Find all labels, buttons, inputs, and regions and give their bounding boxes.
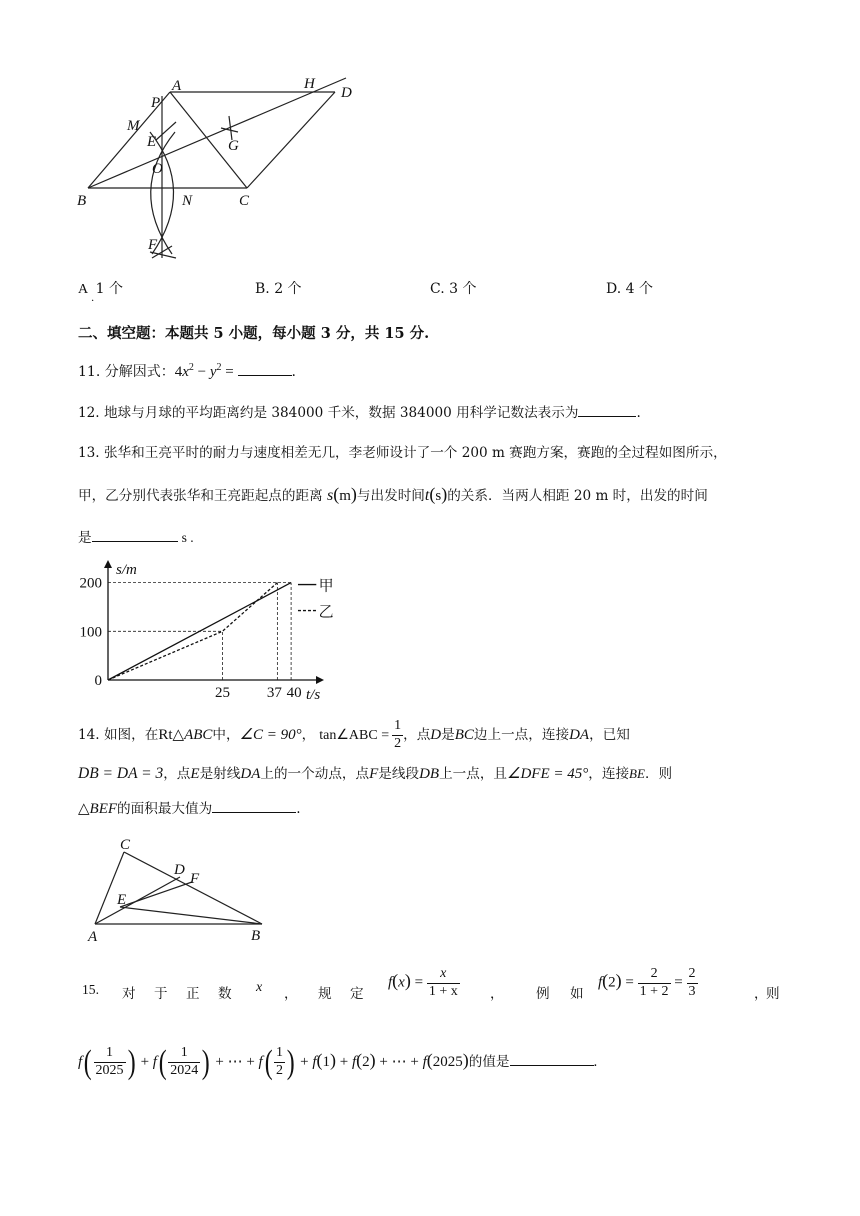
y-axis-label: s/m	[116, 562, 137, 578]
q14-l2-g: ．则	[644, 766, 673, 782]
x-tick-label-25: 25	[214, 685, 230, 701]
q14-fraction	[392, 718, 403, 753]
q15-def: f(x) = $\frac{x}{1 + x}$	[388, 966, 458, 999]
q14-l2-c: 上的一个动点，点	[260, 766, 370, 782]
option-c: C. 3 个	[430, 281, 477, 297]
q13-line3-b: s .	[181, 530, 194, 545]
q14-line3	[78, 797, 301, 818]
q15-dots-2: + ⋯ +	[379, 1054, 419, 1070]
q11-eq: =	[221, 364, 238, 380]
q14-l1-d: ，点	[403, 727, 431, 743]
q13-sec: s	[435, 488, 442, 504]
q11-exp2: 2	[216, 362, 222, 373]
q14-be: BE	[629, 766, 645, 781]
q14-triangle-symbol: △	[172, 727, 185, 743]
q11-end: .	[291, 364, 296, 380]
q15-tail: 的值是	[468, 1054, 510, 1070]
q14-l1-a: 14. 如图，在	[78, 727, 159, 743]
q14-d: D	[430, 727, 442, 743]
q15-eq-1: =	[414, 974, 424, 991]
q15-frac-2-den: 1 + 2	[639, 983, 669, 999]
q15-dots-1: + ⋯ +	[215, 1054, 255, 1070]
q15-frac-x-num: x	[427, 966, 460, 984]
q14-eq: DB = DA = 3	[78, 765, 164, 782]
q14-l2-a: ，点	[163, 766, 191, 782]
q14-l2-f: ，连接	[588, 766, 630, 782]
q13-distance-time-chart	[74, 552, 334, 703]
q14-da2: DA	[240, 766, 261, 782]
x-axis-arrow	[316, 676, 324, 684]
q15-term2-frac	[168, 1045, 200, 1080]
option-d: D. 4 个	[606, 281, 653, 297]
q13-line3	[78, 526, 194, 546]
q15-w1: 对	[122, 986, 136, 1002]
q13-blank[interactable]	[92, 541, 178, 542]
q15-x: x	[256, 980, 263, 995]
legend-label-1: 乙	[318, 604, 334, 621]
q14-rt: Rt	[158, 727, 173, 743]
q15-term3-den: 2	[276, 1063, 284, 1079]
q14-abc: ABC	[184, 727, 213, 743]
q12-blank[interactable]	[578, 416, 636, 417]
q15-frac-x	[427, 966, 460, 1001]
q14-l2-b: 是射线	[199, 766, 241, 782]
q15-frac-3-den: 3	[688, 983, 696, 999]
q15-example: f(2) = $\frac{2}{1 + 2}$ = $\frac{2}{3}$	[598, 966, 696, 999]
option-a: A . 1 个	[78, 281, 123, 304]
q15-term1-frac	[94, 1045, 126, 1080]
q15-term3-frac	[274, 1045, 285, 1080]
q11-y: y	[209, 364, 217, 380]
q14-tan: tan∠ABC =	[319, 728, 390, 743]
q11-text: 分解因式：	[104, 364, 175, 380]
q15-fx-arg: x	[398, 974, 405, 991]
q14-f: F	[369, 766, 379, 782]
q13-line3-a: 是	[78, 530, 92, 546]
q15-number: 15.	[82, 982, 99, 997]
label-E: E	[147, 134, 157, 150]
q14-l1-f: 边上一点，连接	[473, 727, 570, 743]
q15-blank[interactable]	[510, 1035, 594, 1066]
q14-l2-d: 是线段	[378, 766, 420, 782]
label-N: N	[182, 193, 193, 209]
y-tick-label-100: 100	[79, 624, 102, 641]
q14-l1-g: ，已知	[589, 727, 630, 743]
q15-term2-den: 2024	[170, 1063, 199, 1079]
q11-number: 11.	[78, 364, 101, 380]
q15-li: 例	[536, 986, 550, 1002]
q15-w4: 数	[218, 986, 232, 1002]
q15-term2-f: f	[152, 1054, 157, 1070]
q14-num: 1	[392, 718, 403, 736]
label-B: B	[77, 193, 87, 209]
q15-w2: 于	[154, 986, 168, 1002]
q15-frac-x-den: 1 + x	[428, 983, 458, 999]
q15-frac-3-num: 2	[687, 966, 698, 984]
label-M: M	[127, 118, 140, 134]
x-tick-label-37: 37	[266, 685, 282, 701]
option-b: B. 2 个	[255, 281, 302, 297]
q15-term2-num: 1	[168, 1045, 200, 1063]
question-11	[78, 361, 296, 381]
q14-angle-dfe: ∠DFE = 45°	[507, 766, 589, 782]
option-a-letter: A	[78, 282, 89, 297]
q15-ze: 则	[766, 986, 780, 1002]
label-O: O	[152, 161, 163, 177]
q12-text: 12. 地球与月球的平均距离约是 384000 千米，数据 384000 用科学记数法表示为	[78, 405, 579, 421]
option-a-text: 1 个	[95, 281, 123, 297]
q14-l1-b: 中，	[212, 727, 240, 743]
q13-s: s	[327, 487, 334, 504]
q14-db: DB	[419, 766, 440, 782]
q15-eq-3: =	[674, 974, 683, 991]
q15-end: .	[593, 1054, 598, 1070]
label-F: F	[148, 237, 158, 253]
q15-comma-1: ，	[284, 986, 298, 1002]
q13-line2-b: 与出发时间	[356, 488, 425, 504]
q11-blank[interactable]	[238, 375, 292, 376]
fig14-label-C: C	[120, 837, 131, 853]
q13-line2: 甲，乙分别代表张华和王亮距起点的距离 s(m)与出发时间t(s)的关系．当两人相距 20 m 时，出发的时间	[78, 484, 708, 504]
q15-f2: f	[598, 974, 603, 991]
q13-m: m	[339, 488, 351, 504]
label-H: H	[304, 76, 315, 92]
fig14-label-F: F	[190, 871, 200, 887]
q14-angle-c: ∠C = 90°	[239, 727, 302, 743]
label-D: D	[341, 85, 352, 101]
q14-blank[interactable]	[212, 812, 296, 813]
q15-term1-num: 1	[94, 1045, 126, 1063]
q14-bef: BEF	[89, 801, 118, 817]
q14-triangle-symbol-2: △	[78, 801, 90, 817]
q13-t: t	[424, 487, 430, 504]
q15-ding: 定	[350, 986, 364, 1002]
q13-line2-a: 甲，乙分别代表张华和王亮距起点的距离	[78, 488, 323, 504]
label-P: P	[151, 95, 161, 111]
q15-f: f	[388, 974, 393, 991]
label-G: G	[228, 138, 239, 154]
q15-line1	[78, 966, 778, 1012]
figure-q14-triangle	[80, 832, 280, 944]
q15-eq-2: =	[625, 974, 634, 991]
legend-label-0: 甲	[318, 578, 334, 595]
figure-q10-geometry	[70, 70, 370, 270]
q14-l2-e: 上一点，且	[439, 766, 508, 782]
q11-coef: 4	[174, 364, 183, 380]
q14-l3-end: .	[296, 801, 301, 817]
q15-frac-2-num: 2	[638, 966, 671, 984]
q15-w3: 正	[186, 986, 200, 1002]
q14-e: E	[190, 766, 200, 782]
q13-line2-c: 的关系．当两人相距 20 m 时，出发的时间	[447, 488, 708, 504]
q15-frac-2	[638, 966, 671, 1001]
q15-term1-den: 2025	[95, 1063, 124, 1079]
question-12	[78, 401, 641, 421]
fig14-label-E: E	[117, 892, 127, 908]
y-tick-label-200: 200	[79, 575, 102, 592]
section-heading: 二、填空题：本题共 5 小题，每小题 3 分，共 15 分.	[78, 325, 430, 342]
q14-bc: BC	[454, 727, 474, 743]
q15-frac-3	[687, 966, 698, 1001]
q15-f2-arg: 2	[608, 974, 616, 991]
q15-comma-3: ，	[754, 986, 768, 1002]
q14-den: 2	[394, 736, 402, 751]
x-tick-label-40: 40	[286, 685, 302, 701]
x-axis-label: t/s	[306, 687, 321, 703]
q14-line1	[78, 712, 630, 758]
q14-l3-a: 的面积最大值为	[117, 801, 213, 817]
q14-l1-e: 是	[441, 727, 455, 743]
q15-term3-f: f	[258, 1054, 263, 1070]
q14-da: DA	[569, 727, 590, 743]
label-A: A	[172, 78, 182, 94]
q13-line1: 13. 张华和王亮平时的耐力与速度相差无几，李老师设计了一个 200 m 赛跑方案，赛跑的全过程如图所示，	[78, 445, 727, 461]
y-axis-arrow	[104, 560, 112, 568]
q14-line2	[78, 762, 672, 783]
fig14-label-B: B	[251, 928, 261, 944]
q11-minus: −	[193, 364, 210, 380]
q15-gui: 规	[318, 986, 332, 1002]
fig14-label-D: D	[174, 862, 185, 878]
q15-flast-arg: 2025	[432, 1054, 463, 1070]
q11-exp: 2	[188, 362, 194, 373]
q15-ru: 如	[570, 986, 584, 1002]
q15-line2: f( $\frac{1}{2025}$ ) + f( $\frac{1}{2024}$ ) + ⋯ + f( $\frac{1}{2}$ ) + f(1) + f(2) + ⋯ + f(2025)的值是 .	[78, 1034, 597, 1086]
q15-term1-f: f	[78, 1054, 83, 1070]
y-tick-label-0: 0	[94, 673, 102, 689]
q11-x: x	[182, 364, 189, 380]
q12-end: .	[636, 405, 641, 421]
q15-f1-arg: 1	[322, 1054, 331, 1070]
q15-term3-num: 1	[274, 1045, 285, 1063]
q15-f2b-arg: 2	[362, 1054, 370, 1070]
q15-comma-2: ，	[490, 986, 504, 1002]
q14-l1-c: ，	[301, 727, 316, 743]
label-C: C	[239, 193, 250, 209]
fig14-label-A: A	[88, 929, 98, 945]
